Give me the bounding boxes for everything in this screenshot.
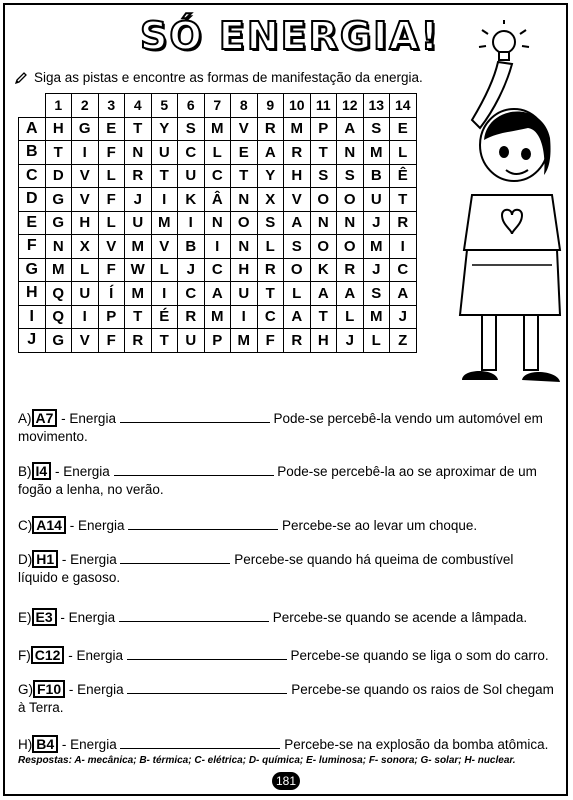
grid-cell[interactable]: V [72,329,99,353]
grid-cell[interactable]: A [284,305,311,329]
grid-cell[interactable]: O [310,188,337,212]
grid-cell[interactable]: B [178,235,205,259]
grid-cell[interactable]: M [125,235,152,259]
grid-cell[interactable]: M [284,117,311,141]
row-header: C [19,164,46,188]
row-header: G [19,258,46,282]
grid-cell[interactable]: T [125,117,152,141]
question-item [18,516,556,535]
question-prefix: H) [18,737,33,752]
question-text: Percebe-se quando os raios de Sol chegam à Terra. [18,682,554,715]
grid-cell[interactable]: Y [151,117,178,141]
grid-cell[interactable]: S [337,164,364,188]
grid-cell[interactable]: G [45,211,72,235]
grid-cell[interactable]: R [337,258,364,282]
grid-cell[interactable]: H [284,164,311,188]
grid-cell[interactable]: T [390,188,417,212]
grid-cell[interactable]: L [98,211,125,235]
grid-cell[interactable]: H [72,211,99,235]
grid-cell[interactable]: R [178,305,205,329]
grid-cell[interactable]: É [151,305,178,329]
grid-cell[interactable]: I [390,235,417,259]
grid-cell[interactable]: C [390,258,417,282]
grid-cell[interactable]: I [72,141,99,165]
grid-cell[interactable]: L [363,329,390,353]
question-text: Percebe-se quando se acende a lâmpada. [272,610,528,625]
row-header: H [19,282,46,306]
grid-cell[interactable]: F [98,141,125,165]
grid-row [19,282,417,306]
question-prefix: G) [18,682,33,697]
question-text: Percebe-se ao levar um choque. [282,518,478,533]
grid-cell[interactable]: W [125,258,152,282]
grid-cell[interactable]: A [284,211,311,235]
grid-cell[interactable]: M [363,141,390,165]
grid-cell[interactable]: M [125,282,152,306]
grid-row [19,258,417,282]
grid-cell[interactable]: Y [257,164,284,188]
grid-cell[interactable]: M [363,305,390,329]
grid-cell[interactable]: Q [45,282,72,306]
grid-cell[interactable]: F [98,258,125,282]
grid-cell[interactable]: U [72,282,99,306]
grid-cell[interactable]: S [363,282,390,306]
grid-cell[interactable]: V [284,188,311,212]
question-text: Pode-se percebê-la ao se aproximar de um fogão a lenha, no verão. [18,464,537,497]
grid-cell[interactable]: J [363,211,390,235]
grid-corner [19,94,46,118]
answer-blank[interactable] [128,519,278,530]
grid-cell[interactable]: T [231,164,258,188]
grid-cell[interactable]: Z [390,329,417,353]
question-item [18,735,556,754]
clue-code: C12 [31,646,65,664]
grid-cell[interactable]: A [204,282,231,306]
grid-cell[interactable]: C [178,141,205,165]
grid-cell[interactable]: H [310,329,337,353]
grid-cell[interactable]: S [310,164,337,188]
energy-label: - Energia [60,610,116,625]
grid-cell[interactable]: L [390,141,417,165]
grid-cell[interactable]: J [178,258,205,282]
grid-cell[interactable]: C [257,305,284,329]
grid-cell[interactable]: A [390,282,417,306]
question-text: Pode-se percebê-la vendo um automóvel em movimento. [18,411,543,444]
instruction-line [14,70,423,85]
grid-cell[interactable]: F [257,329,284,353]
grid-cell[interactable]: F [98,329,125,353]
grid-cell[interactable]: U [178,164,205,188]
grid-cell[interactable]: T [257,282,284,306]
grid-cell[interactable]: S [284,235,311,259]
grid-cell[interactable]: F [98,188,125,212]
grid-cell[interactable]: I [178,211,205,235]
pencil-icon [14,71,28,85]
grid-cell[interactable]: M [204,117,231,141]
question-item [18,646,556,665]
grid-cell[interactable]: R [257,258,284,282]
clue-code: F10 [33,680,65,698]
question-prefix: E) [18,610,32,625]
grid-cell[interactable]: T [310,141,337,165]
energy-label: - Energia [61,737,117,752]
column-header: 2 [72,94,99,118]
grid-cell[interactable]: Ê [390,164,417,188]
answers-key: Respostas: A- mecânica; B- térmica; C- elétrica; D- química; E- luminosa; F- sonora; G- solar; H- nuclear. [18,755,516,766]
grid-row [19,305,417,329]
question-text: Percebe-se quando há queima de combustível líquido e gasoso. [18,552,514,585]
grid-cell[interactable]: V [98,235,125,259]
girl-with-lightbulb-illustration [432,20,562,400]
grid-cell[interactable]: P [98,305,125,329]
grid-cell[interactable]: O [284,258,311,282]
grid-cell[interactable]: E [231,141,258,165]
energy-label: - Energia [69,518,125,533]
grid-cell[interactable]: I [231,305,258,329]
column-header: 14 [390,94,417,118]
grid-cell[interactable]: T [125,305,152,329]
grid-cell[interactable]: S [257,211,284,235]
grid-cell[interactable]: A [337,117,364,141]
question-item [18,462,556,499]
answer-blank[interactable] [127,683,287,694]
grid-row [19,164,417,188]
grid-cell[interactable]: G [45,188,72,212]
grid-cell[interactable]: G [45,329,72,353]
clue-code: I4 [32,462,52,480]
question-item [18,409,556,446]
grid-cell[interactable]: O [231,211,258,235]
grid-cell[interactable]: V [151,235,178,259]
column-header: 4 [125,94,152,118]
grid-cell[interactable]: C [204,164,231,188]
grid-row [19,141,417,165]
grid-cell[interactable]: R [125,329,152,353]
column-header: 9 [257,94,284,118]
question-prefix: B) [18,464,32,479]
grid-cell[interactable]: Í [98,282,125,306]
grid-cell[interactable]: N [231,188,258,212]
question-text: Percebe-se quando se liga o som do carro. [290,648,549,663]
answer-blank[interactable] [119,611,269,622]
column-header: 10 [284,94,311,118]
grid-cell[interactable]: A [257,141,284,165]
clue-code: A7 [32,409,58,427]
grid-cell[interactable]: M [363,235,390,259]
grid-cell[interactable]: O [310,235,337,259]
instruction-text: Siga as pistas e encontre as formas de manifestação da energia. [34,70,423,85]
question-prefix: F) [18,648,31,663]
column-header: 7 [204,94,231,118]
grid-cell[interactable]: O [337,188,364,212]
grid-cell[interactable]: X [72,235,99,259]
grid-cell[interactable]: N [45,235,72,259]
clue-code: B4 [32,735,58,753]
grid-cell[interactable]: I [151,188,178,212]
column-header: 6 [178,94,205,118]
grid-cell[interactable]: U [125,211,152,235]
energy-label: - Energia [54,464,110,479]
grid-cell[interactable]: J [125,188,152,212]
grid-cell[interactable]: E [98,117,125,141]
clue-code: E3 [32,608,57,626]
grid-cell[interactable]: N [337,211,364,235]
answer-blank[interactable] [127,649,287,660]
question-item [18,608,556,627]
grid-cell[interactable]: N [231,235,258,259]
grid-row [19,117,417,141]
question-prefix: C) [18,518,33,533]
grid-cell[interactable]: P [204,329,231,353]
grid-cell[interactable]: U [151,141,178,165]
grid-cell[interactable]: H [45,117,72,141]
question-item [18,680,556,717]
page-number: 181 [272,772,300,790]
grid-cell[interactable]: Â [204,188,231,212]
answer-blank[interactable] [114,465,274,476]
grid-cell[interactable]: N [125,141,152,165]
column-header: 8 [231,94,258,118]
grid-cell[interactable]: G [72,117,99,141]
grid-cell[interactable]: L [98,164,125,188]
grid-cell[interactable]: J [363,258,390,282]
grid-cell[interactable]: V [72,188,99,212]
energy-label: - Energia [61,552,117,567]
clue-code: A14 [32,516,66,534]
grid-cell[interactable]: U [363,188,390,212]
grid-cell[interactable]: C [204,258,231,282]
column-header: 13 [363,94,390,118]
row-header: A [19,117,46,141]
grid-cell[interactable]: L [72,258,99,282]
word-search-grid [18,93,417,353]
row-header: I [19,305,46,329]
grid-cell[interactable]: Q [45,305,72,329]
grid-cell[interactable]: L [337,305,364,329]
grid-cell[interactable]: B [363,164,390,188]
grid-cell[interactable]: R [390,211,417,235]
grid-cell[interactable]: N [204,211,231,235]
column-header: 1 [45,94,72,118]
grid-cell[interactable]: L [284,282,311,306]
grid-cell[interactable]: M [45,258,72,282]
grid-cell[interactable]: K [178,188,205,212]
row-header: D [19,188,46,212]
grid-cell[interactable]: A [310,282,337,306]
grid-cell[interactable]: I [72,305,99,329]
grid-cell[interactable]: I [151,282,178,306]
answer-blank[interactable] [120,553,230,564]
question-prefix: D) [18,552,33,567]
grid-row [19,211,417,235]
grid-cell[interactable]: C [178,282,205,306]
question-prefix: A) [18,411,32,426]
row-header: B [19,141,46,165]
grid-cell[interactable]: V [231,117,258,141]
grid-cell[interactable]: S [178,117,205,141]
clue-code: H1 [32,550,58,568]
column-header: 5 [151,94,178,118]
row-header: J [19,329,46,353]
question-text: Percebe-se na explosão da bomba atômica. [284,737,549,752]
question-item [18,550,556,587]
grid-cell[interactable]: E [390,117,417,141]
grid-cell[interactable]: K [310,258,337,282]
answer-blank[interactable] [120,738,280,749]
grid-cell[interactable]: V [72,164,99,188]
grid-cell[interactable]: L [204,141,231,165]
grid-cell[interactable]: M [151,211,178,235]
answer-blank[interactable] [120,412,270,423]
energy-label: - Energia [61,411,116,426]
column-header: 3 [98,94,125,118]
grid-cell[interactable]: L [257,235,284,259]
grid-cell[interactable]: H [231,258,258,282]
grid-cell[interactable]: A [337,282,364,306]
grid-cell[interactable]: I [204,235,231,259]
grid-cell[interactable]: X [257,188,284,212]
grid-cell[interactable]: J [390,305,417,329]
page-title: SÓ ENERGIA! [140,14,440,58]
energy-label: - Energia [68,682,124,697]
grid-cell[interactable]: U [231,282,258,306]
grid-cell[interactable]: T [45,141,72,165]
grid-cell[interactable]: N [310,211,337,235]
grid-cell[interactable]: T [310,305,337,329]
grid-row [19,188,417,212]
grid-cell[interactable]: D [45,164,72,188]
grid-cell[interactable]: S [363,117,390,141]
grid-cell[interactable]: T [151,329,178,353]
grid-cell[interactable]: J [337,329,364,353]
row-header: E [19,211,46,235]
grid-cell[interactable]: P [310,117,337,141]
grid-cell[interactable]: U [178,329,205,353]
grid-cell[interactable]: R [257,117,284,141]
grid-row [19,329,417,353]
column-header: 11 [310,94,337,118]
grid-cell[interactable]: R [284,141,311,165]
grid-cell[interactable]: T [151,164,178,188]
grid-cell[interactable]: R [125,164,152,188]
grid-cell[interactable]: N [337,141,364,165]
grid-cell[interactable]: L [151,258,178,282]
row-header: F [19,235,46,259]
grid-cell[interactable]: R [284,329,311,353]
column-header: 12 [337,94,364,118]
grid-cell[interactable]: M [204,305,231,329]
grid-cell[interactable]: M [231,329,258,353]
grid-cell[interactable]: O [337,235,364,259]
energy-label: - Energia [68,648,123,663]
grid-row [19,235,417,259]
